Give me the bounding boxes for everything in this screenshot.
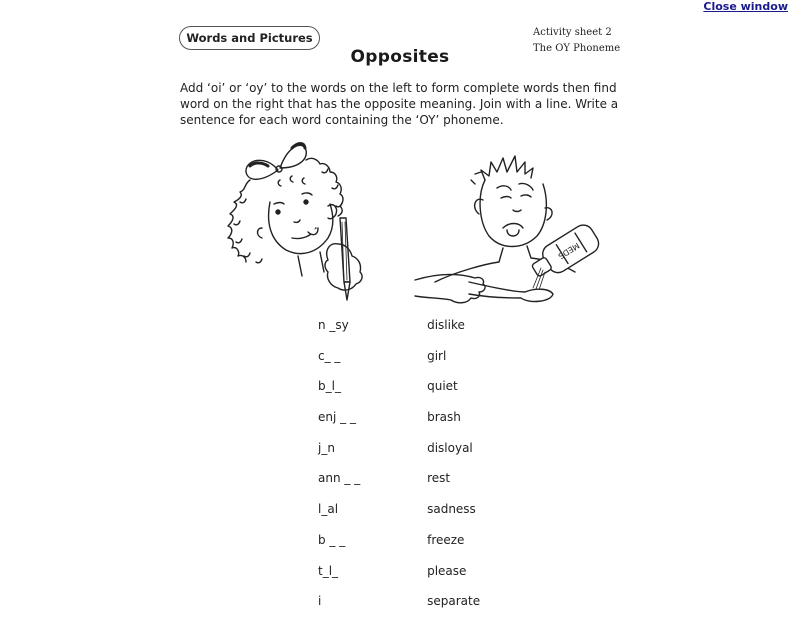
incomplete-word: enj _ _ bbox=[318, 410, 356, 425]
word-row bbox=[318, 594, 518, 625]
incomplete-word: j_n bbox=[318, 440, 335, 455]
opposite-word: quiet bbox=[427, 379, 458, 394]
opposite-word: please bbox=[427, 563, 467, 578]
incomplete-word: l_al bbox=[318, 502, 339, 517]
badge-label: Words and Pictures bbox=[186, 31, 313, 45]
page-title: Opposites bbox=[350, 47, 450, 67]
word-matching-list bbox=[318, 318, 518, 625]
word-row bbox=[318, 441, 518, 472]
phoneme-label: The OY Phoneme bbox=[533, 43, 621, 54]
opposite-word: freeze bbox=[427, 532, 465, 547]
opposite-word: separate bbox=[427, 594, 481, 609]
incomplete-word: ann _ _ bbox=[318, 471, 361, 486]
opposite-word: girl bbox=[427, 348, 447, 363]
opposite-word: disloyal bbox=[427, 440, 473, 455]
incomplete-word: t_l_ bbox=[318, 563, 339, 578]
incomplete-word: i bbox=[318, 594, 322, 609]
word-row bbox=[318, 349, 518, 380]
activity-sheet-label: Activity sheet 2 bbox=[533, 27, 612, 38]
word-row bbox=[318, 502, 518, 533]
incomplete-word: n _sy bbox=[318, 318, 349, 332]
word-row bbox=[318, 379, 518, 410]
word-row bbox=[318, 471, 518, 502]
boy-illustration bbox=[415, 132, 615, 312]
word-row bbox=[318, 410, 518, 441]
girl-illustration bbox=[210, 132, 400, 312]
word-row bbox=[318, 318, 518, 349]
word-row bbox=[318, 564, 518, 595]
close-window-link[interactable]: Close window bbox=[703, 0, 788, 13]
bottle-label: MEDS bbox=[556, 240, 581, 261]
instructions-text: Add ‘oi’ or ‘oy’ to the words on the left to form complete words then find word on the right that has the opposite meaning. Join with a line. Write a sentence for each word containing the ‘OY’ phoneme. bbox=[180, 81, 619, 127]
word-row bbox=[318, 533, 518, 564]
incomplete-word: b _ _ bbox=[318, 532, 346, 547]
opposite-word: dislike bbox=[427, 318, 465, 332]
opposite-word: rest bbox=[427, 471, 451, 486]
opposite-word: sadness bbox=[427, 502, 476, 517]
opposite-word: brash bbox=[427, 410, 461, 425]
incomplete-word: c_ _ bbox=[318, 348, 341, 363]
incomplete-word: b_l_ bbox=[318, 379, 341, 394]
